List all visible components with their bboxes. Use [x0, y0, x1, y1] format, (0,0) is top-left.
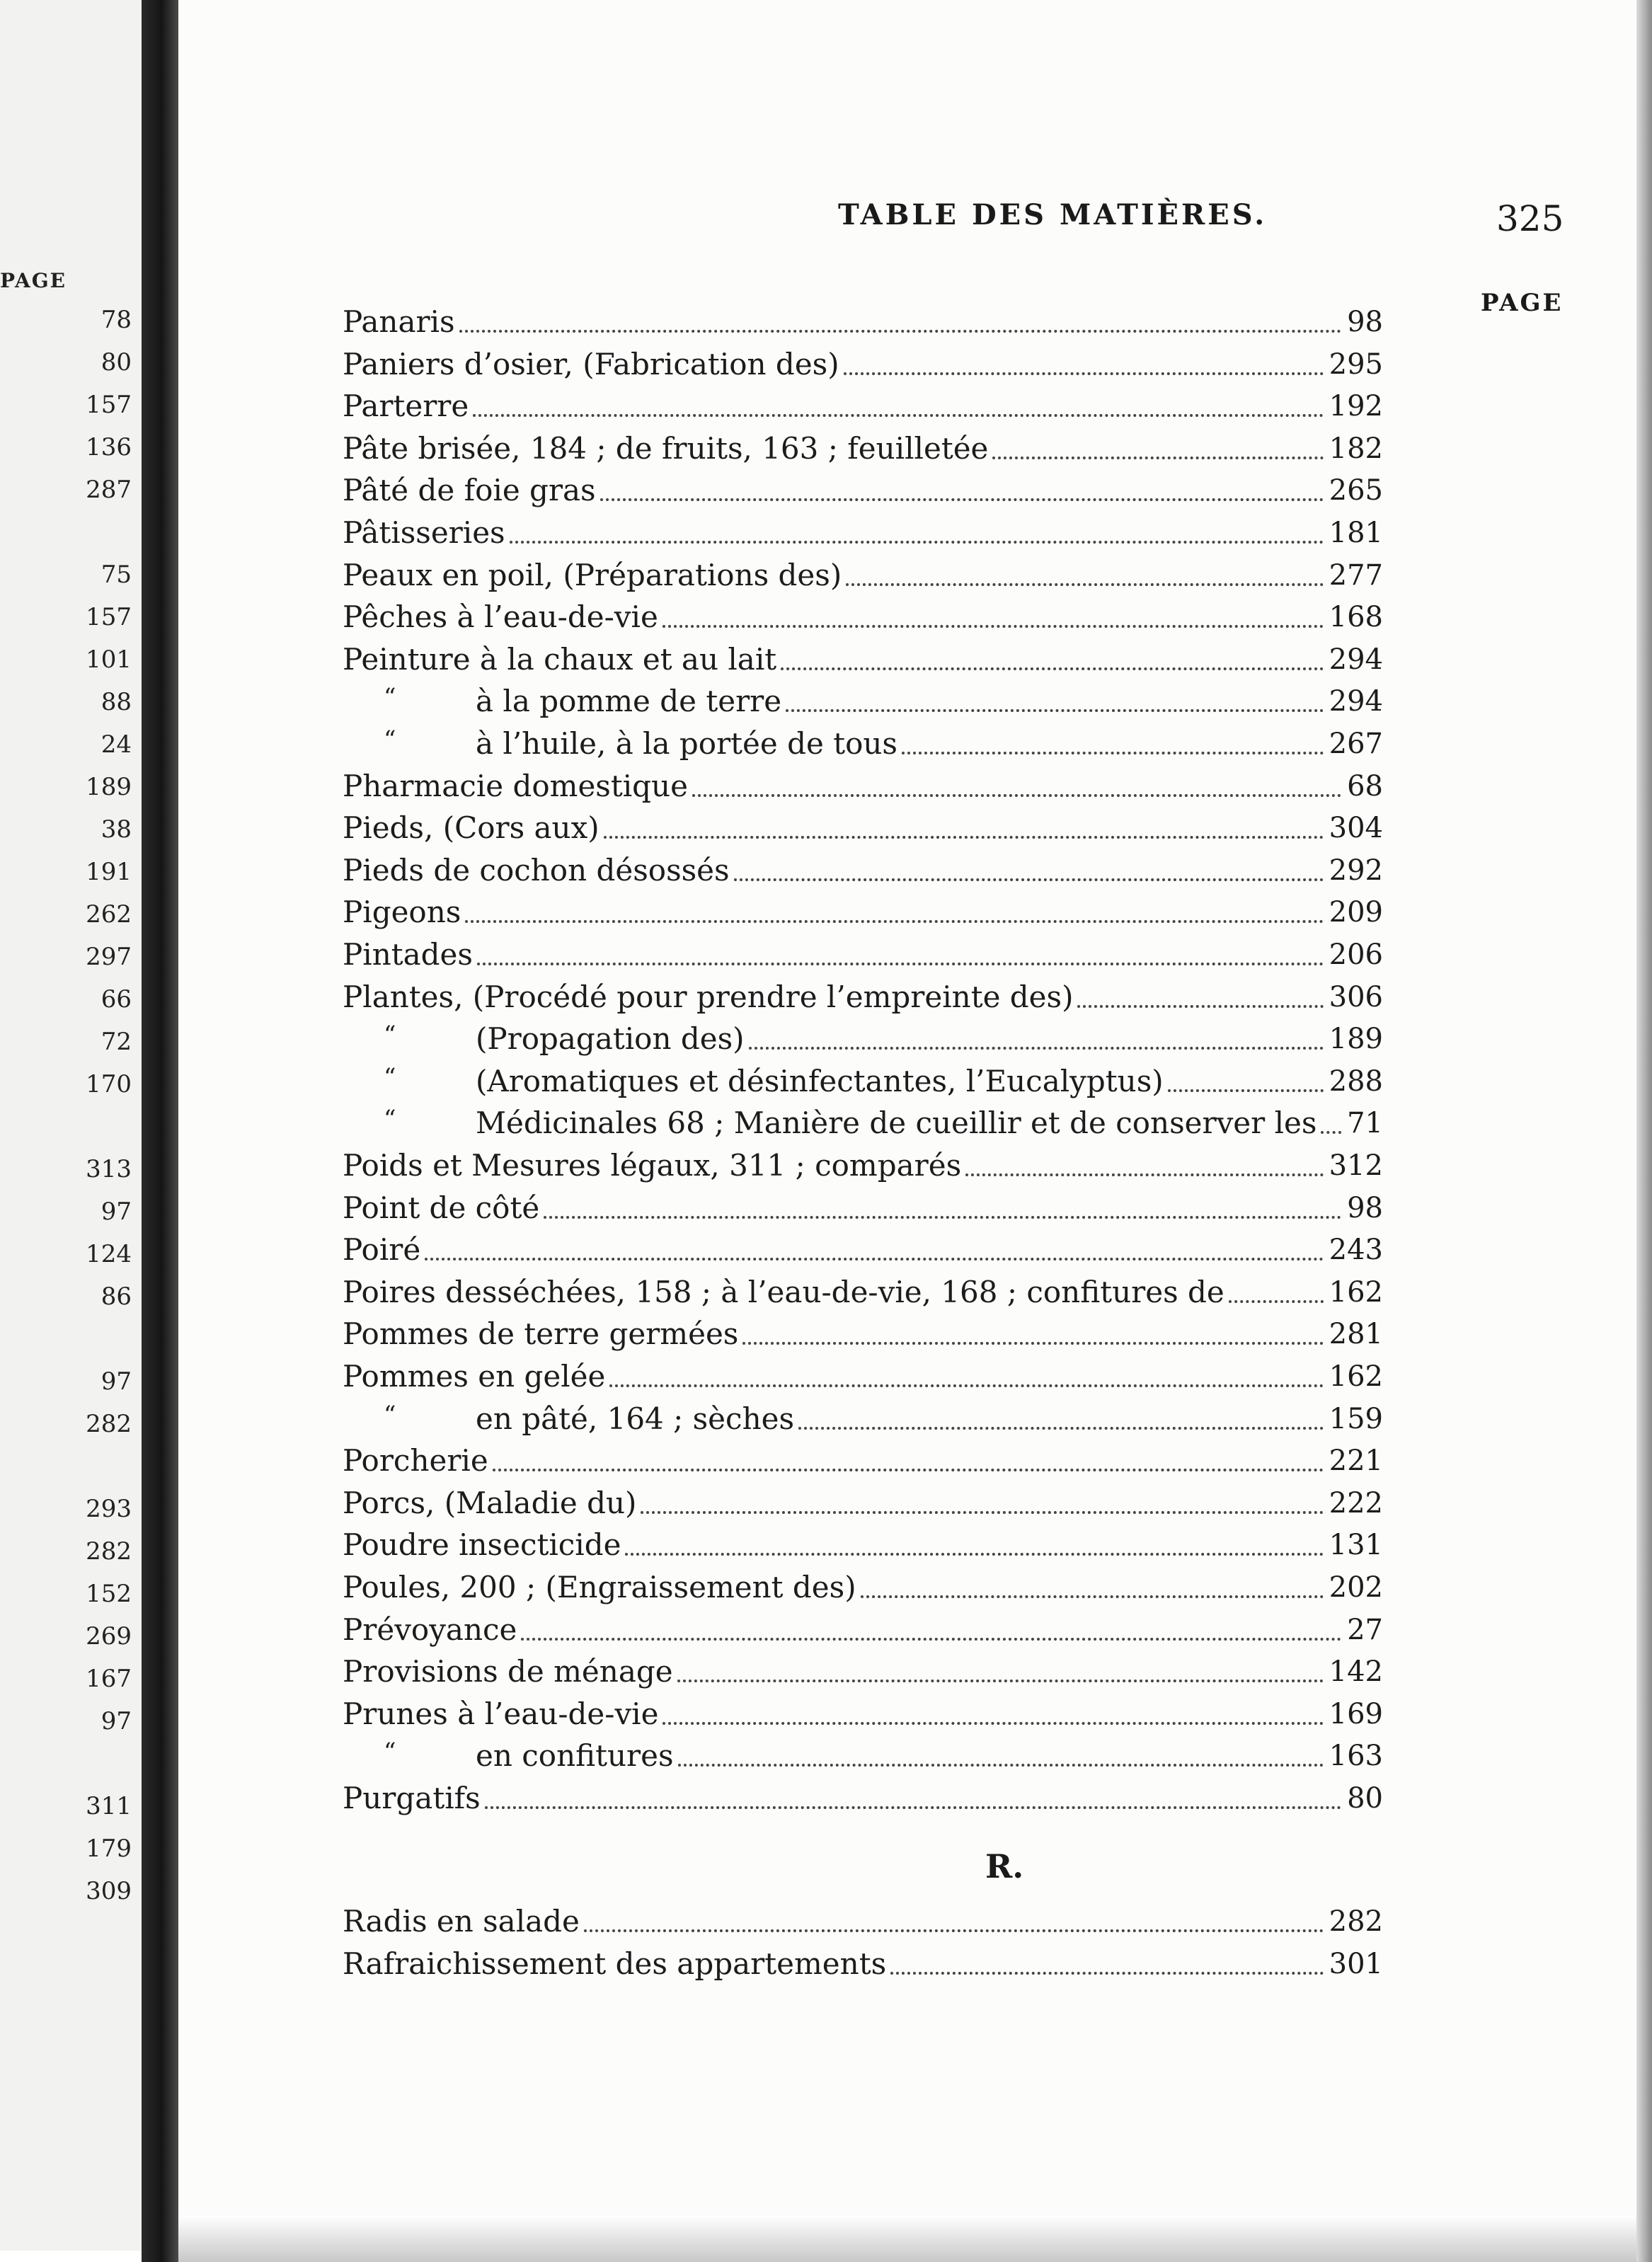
index-entry — [343, 508, 1383, 551]
entry-page-number: 98 — [1347, 1191, 1383, 1224]
entry-page-number: 294 — [1329, 685, 1383, 718]
dot-leader — [459, 330, 1342, 333]
entry-page-number: 288 — [1329, 1064, 1383, 1098]
previous-page-number: 124 — [86, 1240, 132, 1268]
previous-page-number: 287 — [86, 476, 132, 504]
dot-leader — [678, 1764, 1324, 1767]
entry-page-number: 27 — [1347, 1613, 1383, 1646]
ditto-mark: “ — [384, 1021, 396, 1050]
previous-page-column-header: PAGE — [0, 269, 67, 292]
entry-title: Paniers d’osier, (Fabrication des) — [343, 346, 839, 381]
previous-page-number: 262 — [86, 900, 132, 929]
previous-page-number: 78 — [101, 306, 132, 334]
entry-page-number: 301 — [1329, 1948, 1383, 1980]
index-entry — [384, 1098, 1383, 1141]
page-title: TABLE DES MATIÈRES. — [838, 198, 1268, 231]
ditto-mark: “ — [384, 1738, 396, 1767]
previous-page-number: 72 — [101, 1028, 132, 1056]
dot-leader — [965, 1173, 1323, 1176]
index-entry — [384, 677, 1383, 719]
entry-title: (Propagation des) — [476, 1021, 745, 1057]
previous-page-number: 157 — [86, 391, 132, 419]
entry-title: Rafraichissement des appartements — [343, 1946, 887, 1981]
entry-title: Pommes de terre germées — [343, 1316, 739, 1352]
entry-page-number: 265 — [1329, 474, 1383, 507]
entry-title: Pieds de cochon désossés — [343, 852, 730, 888]
dot-leader — [786, 709, 1324, 712]
dot-leader — [521, 1638, 1341, 1641]
dot-leader — [510, 541, 1324, 544]
previous-page-number: 167 — [86, 1665, 132, 1693]
entry-page-number: 142 — [1329, 1655, 1383, 1689]
entry-title: Purgatifs — [343, 1781, 481, 1815]
index-entry — [384, 719, 1383, 762]
previous-page-number: 189 — [86, 773, 132, 801]
entry-title: à l’huile, à la portée de tous — [476, 726, 897, 761]
previous-page-number: 282 — [86, 1410, 132, 1438]
entry-page-number: 295 — [1329, 348, 1383, 381]
previous-page-number: 38 — [101, 815, 132, 844]
dot-leader — [749, 1047, 1324, 1050]
index-page — [178, 0, 1636, 2215]
entry-title: Porcherie — [343, 1443, 488, 1479]
dot-leader — [641, 1511, 1323, 1514]
binding-gutter — [142, 0, 178, 2262]
index-entry — [343, 1939, 1383, 1982]
index-entry — [343, 424, 1383, 466]
index-entry — [384, 1394, 1383, 1437]
dot-leader — [992, 457, 1323, 459]
previous-page-number: 170 — [86, 1070, 132, 1098]
index-entry — [343, 1309, 1383, 1352]
previous-page-number: 293 — [86, 1495, 132, 1523]
previous-page-number: 297 — [86, 943, 132, 971]
dot-leader — [861, 1595, 1324, 1598]
entry-page-number: 68 — [1347, 769, 1383, 803]
entry-page-number: 192 — [1329, 390, 1383, 423]
index-entry — [343, 1605, 1383, 1648]
index-entry — [343, 1774, 1383, 1816]
entry-page-number: 281 — [1329, 1318, 1383, 1351]
index-entry — [343, 1563, 1383, 1605]
entry-page-number: 277 — [1329, 558, 1383, 592]
dot-leader — [473, 414, 1323, 417]
previous-page-number: 24 — [101, 730, 132, 759]
index-entry — [343, 972, 1383, 1015]
previous-page-number: 75 — [101, 561, 132, 589]
entry-title: Poires desséchées, 158 ; à l’eau-de-vie, 168 ; confitures de — [343, 1274, 1224, 1309]
entry-page-number: 202 — [1329, 1571, 1383, 1604]
entry-page-number: 169 — [1329, 1697, 1383, 1730]
index-entry — [343, 1352, 1383, 1394]
entry-page-number: 98 — [1347, 306, 1383, 338]
entry-title: Pieds, (Cors aux) — [343, 810, 600, 846]
index-entry — [343, 466, 1383, 508]
entry-title: Panaris — [343, 304, 455, 339]
entry-title: Peaux en poil, (Préparations des) — [343, 557, 842, 592]
entry-page-number: 292 — [1329, 854, 1383, 887]
entry-title: Pintades — [343, 937, 473, 972]
previous-page-number: 282 — [86, 1537, 132, 1566]
index-entry — [343, 297, 1383, 340]
dot-leader — [742, 1342, 1323, 1345]
ditto-mark: “ — [384, 1105, 396, 1134]
entry-page-number: 80 — [1347, 1782, 1383, 1815]
entry-page-number: 222 — [1329, 1486, 1383, 1520]
index-entry — [343, 1520, 1383, 1563]
ditto-mark: “ — [384, 1400, 396, 1429]
dot-leader — [890, 1972, 1324, 1975]
entry-page-number: 159 — [1329, 1402, 1383, 1435]
index-entry — [343, 340, 1383, 382]
entry-title: Pommes en gelée — [343, 1359, 606, 1394]
dot-leader — [662, 625, 1324, 628]
page-bottom-shadow — [178, 2215, 1652, 2262]
entry-title: Pharmacie domestique — [343, 768, 688, 803]
index-entry — [343, 1897, 1383, 1939]
dot-leader — [781, 667, 1323, 670]
entry-title: Pigeons — [343, 895, 461, 930]
index-entry — [343, 551, 1383, 593]
previous-page-number: 97 — [101, 1198, 132, 1226]
entry-page-number: 163 — [1329, 1740, 1383, 1773]
entry-title: Poudre insecticide — [343, 1527, 621, 1563]
dot-leader — [584, 1929, 1324, 1932]
previous-page-fragment — [0, 0, 142, 2251]
entry-title: Pâte brisée, 184 ; de fruits, 163 ; feuilletée — [343, 430, 989, 466]
index-entry — [343, 635, 1383, 677]
previous-page-number: 66 — [101, 985, 132, 1014]
dot-leader — [625, 1553, 1323, 1556]
dot-leader — [1229, 1300, 1324, 1303]
entry-page-number: 294 — [1329, 643, 1383, 676]
entry-title: Poiré — [343, 1232, 421, 1268]
dot-leader — [846, 583, 1323, 586]
previous-page-number: 88 — [101, 688, 132, 716]
entry-page-number: 243 — [1329, 1234, 1383, 1267]
ditto-mark: “ — [384, 1062, 396, 1091]
previous-page-number: 86 — [101, 1282, 132, 1311]
page-column-header: PAGE — [1481, 289, 1564, 317]
entry-title: Point de côté — [343, 1190, 540, 1225]
entry-page-number: 267 — [1329, 728, 1383, 760]
dot-leader — [692, 794, 1341, 797]
index-entry — [343, 1268, 1383, 1310]
entry-page-number: 181 — [1329, 517, 1383, 549]
ditto-mark: “ — [384, 725, 396, 754]
index-entry — [343, 888, 1383, 930]
previous-page-number: 191 — [86, 858, 132, 886]
entry-page-number: 189 — [1329, 1023, 1383, 1056]
entry-title: Poules, 200 ; (Engraissement des) — [343, 1570, 856, 1604]
previous-page-number: 80 — [101, 348, 132, 377]
entry-page-number: 304 — [1329, 812, 1383, 845]
dot-leader — [493, 1469, 1324, 1471]
entry-title: Pâté de foie gras — [343, 473, 596, 508]
entry-page-number: 209 — [1329, 896, 1383, 929]
index-entry — [343, 1689, 1383, 1732]
dot-leader — [662, 1722, 1323, 1725]
index-entry — [343, 846, 1383, 888]
index-entry — [384, 1014, 1383, 1057]
entry-title: en pâté, 164 ; sèches — [476, 1401, 795, 1436]
previous-page-number: 269 — [86, 1622, 132, 1650]
index-entry — [343, 1436, 1383, 1479]
entry-title: Parterre — [343, 389, 469, 424]
entry-title: Médicinales 68 ; Manière de cueillir et de conserver les — [476, 1106, 1317, 1141]
dot-leader — [465, 920, 1323, 923]
entry-title: en confitures — [476, 1738, 674, 1774]
previous-page-number: 97 — [101, 1367, 132, 1396]
dot-leader — [485, 1806, 1341, 1809]
dot-leader — [609, 1384, 1323, 1387]
dot-leader — [600, 498, 1324, 501]
entry-page-number: 312 — [1329, 1149, 1383, 1182]
entry-title: Radis en salade — [343, 1904, 580, 1939]
index-entry — [384, 1731, 1383, 1774]
index-entry — [343, 1479, 1383, 1521]
entry-title: Prunes à l’eau-de-vie — [343, 1696, 659, 1731]
previous-page-number: 311 — [86, 1792, 132, 1820]
page-right-edge — [1636, 0, 1652, 2262]
dot-leader — [677, 1680, 1324, 1682]
entry-title: Pâtisseries — [343, 515, 505, 550]
entry-title: Pêches à l’eau-de-vie — [343, 599, 658, 635]
previous-page-number: 309 — [86, 1877, 132, 1905]
page-number: 325 — [1496, 198, 1564, 239]
entry-page-number: 162 — [1329, 1360, 1383, 1393]
index-entry — [343, 1183, 1383, 1226]
dot-leader — [1077, 1005, 1323, 1008]
previous-page-number: 101 — [86, 645, 132, 674]
previous-page-number: 157 — [86, 603, 132, 631]
entry-title: Plantes, (Procédé pour prendre l’empreinte des) — [343, 979, 1074, 1014]
previous-page-number: 97 — [101, 1707, 132, 1735]
index-entry — [343, 803, 1383, 846]
dot-leader — [902, 752, 1324, 754]
dot-leader — [544, 1216, 1341, 1219]
previous-page-number: 179 — [86, 1835, 132, 1863]
index-entry — [343, 762, 1383, 804]
entry-page-number: 71 — [1347, 1107, 1383, 1140]
ditto-mark: “ — [384, 683, 396, 712]
entry-title: Prévoyance — [343, 1612, 517, 1647]
index-entry — [343, 1225, 1383, 1268]
entry-title: Peinture à la chaux et au lait — [343, 641, 777, 677]
entry-page-number: 282 — [1329, 1905, 1383, 1938]
entry-title: Porcs, (Maladie du) — [343, 1485, 637, 1520]
dot-leader — [604, 836, 1324, 839]
entry-title: Provisions de ménage — [343, 1654, 673, 1689]
dot-leader — [1168, 1089, 1324, 1092]
previous-page-number: 136 — [86, 433, 132, 461]
entry-title: (Aromatiques et désinfectantes, l’Eucalyptus) — [476, 1063, 1164, 1098]
index-entry — [343, 381, 1383, 424]
dot-leader — [798, 1427, 1324, 1430]
section-letter-r: R. — [985, 1847, 1024, 1885]
previous-page-number: 152 — [86, 1580, 132, 1608]
entry-page-number: 182 — [1329, 432, 1383, 465]
entry-page-number: 206 — [1329, 938, 1383, 971]
entry-title: à la pomme de terre — [476, 684, 782, 719]
entry-page-number: 162 — [1329, 1275, 1383, 1309]
dot-leader — [844, 372, 1324, 375]
dot-leader — [477, 963, 1324, 965]
dot-leader — [425, 1258, 1323, 1261]
dot-leader — [734, 878, 1324, 881]
previous-page-number: 313 — [86, 1155, 132, 1183]
dot-leader — [1321, 1131, 1341, 1134]
index-entry — [384, 1057, 1383, 1099]
index-entry — [343, 930, 1383, 972]
entry-page-number: 221 — [1329, 1445, 1383, 1478]
entry-page-number: 168 — [1329, 601, 1383, 634]
index-entry — [343, 1141, 1383, 1183]
index-entry — [343, 592, 1383, 635]
index-entry — [343, 1647, 1383, 1689]
entry-page-number: 306 — [1329, 980, 1383, 1014]
entry-title: Poids et Mesures légaux, 311 ; comparés — [343, 1148, 962, 1183]
entry-page-number: 131 — [1329, 1529, 1383, 1562]
